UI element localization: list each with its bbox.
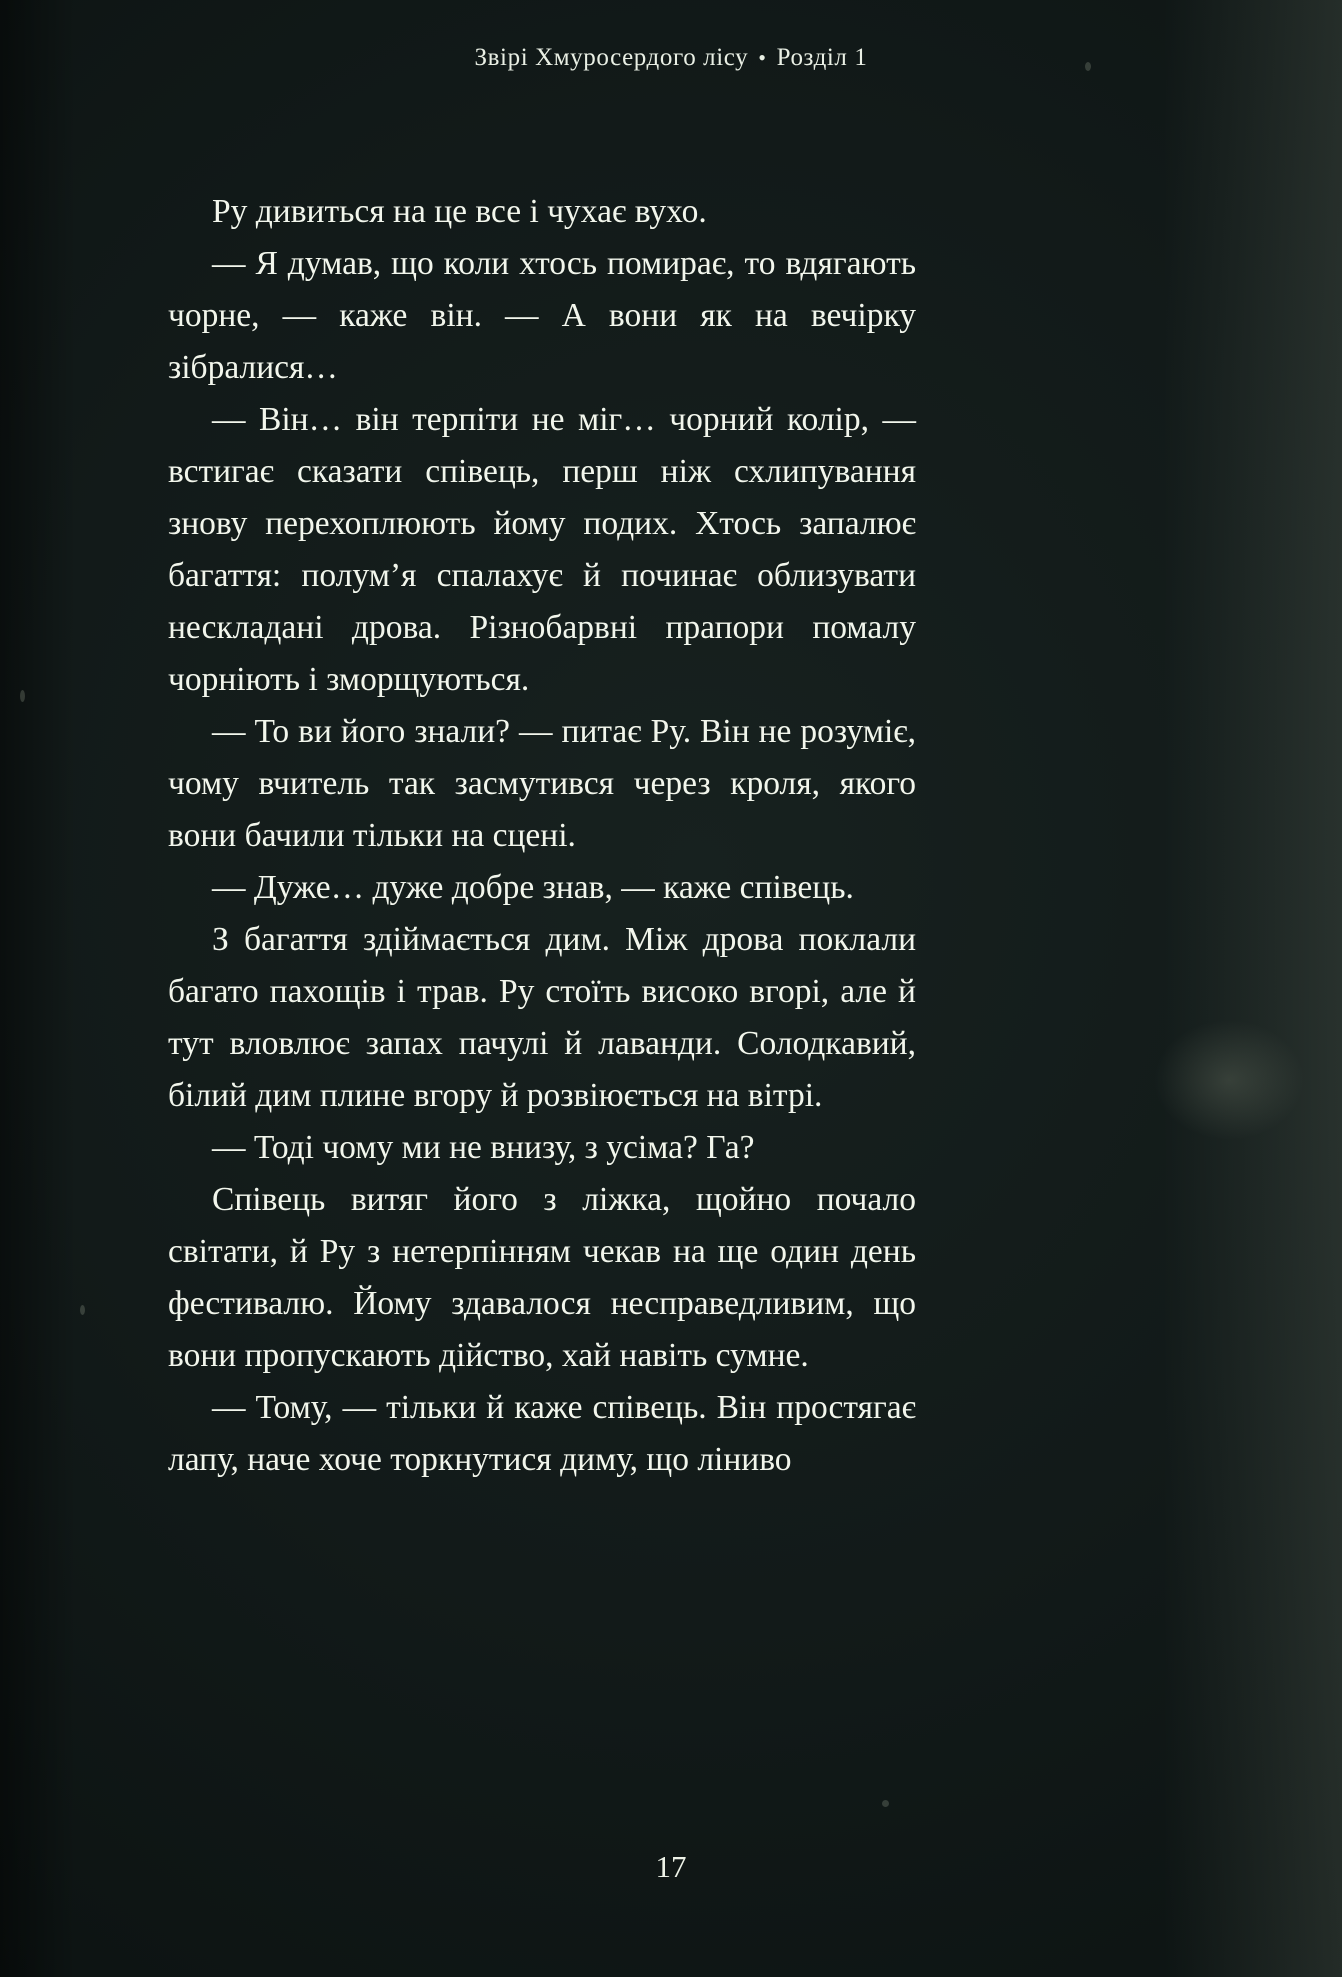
running-head-chapter: Розділ 1: [776, 44, 868, 71]
paragraph: — Дуже… дуже добре знав, — каже співець.: [212, 869, 854, 906]
paper-speck: [80, 1305, 85, 1315]
running-head-separator: •: [758, 45, 767, 70]
paragraph: — Тому, — тільки й каже співець. Він простягає лапу, наче хоче торкнутися диму, що ліниво: [168, 1389, 916, 1478]
paragraph: — Він… він терпіти не міг… чорний колір, — встигає сказати співець, перш ніж схлипування знову перехоплюють йому подих. Хтось запалює багаття: полум’я спалахує й починає облизувати нескладані дрова. Різнобарвні прапори помалу чорніють і зморщуються.: [168, 401, 916, 698]
paragraph: З багаття здіймається дим. Між дрова поклали багато пахощів і трав. Ру стоїть високо вгорі, але й тут вловлює запах пачулі й лаванди. Солодкавий, білий дим плине вгору й розвіюється на вітрі.: [168, 921, 916, 1114]
running-head: [0, 44, 1342, 72]
paper-speck: [882, 1800, 889, 1807]
running-head-book-title: Звірі Хмуросердого лісу: [474, 44, 749, 71]
paragraph: — То ви його знали? — питає Ру. Він не розуміє, чому вчитель так засмутився через кроля, якого вони бачили тільки на сцені.: [168, 713, 916, 854]
paper-speck: [20, 690, 25, 702]
paragraph: — Тоді чому ми не внизу, з усіма? Га?: [212, 1129, 755, 1166]
gutter-shadow: [0, 0, 90, 1977]
paragraph: Співець витяг його з ліжка, щойно почало світати, й Ру з нетерпінням чекав на ще один день фестивалю. Йому здавалося несправедливим, що вони пропускають дійство, хай навіть сумне.: [168, 1181, 916, 1374]
page-text-block: [168, 186, 916, 1486]
page-number: 17: [655, 1849, 687, 1884]
page-highlight: [1154, 1020, 1304, 1140]
page-sheen: [1112, 0, 1342, 1977]
paragraph: — Я думав, що коли хтось помирає, то вдягають чорне, — каже він. — А вони як на вечірку зібралися…: [168, 245, 916, 386]
paragraph: Ру дивиться на це все і чухає вухо.: [212, 193, 707, 230]
